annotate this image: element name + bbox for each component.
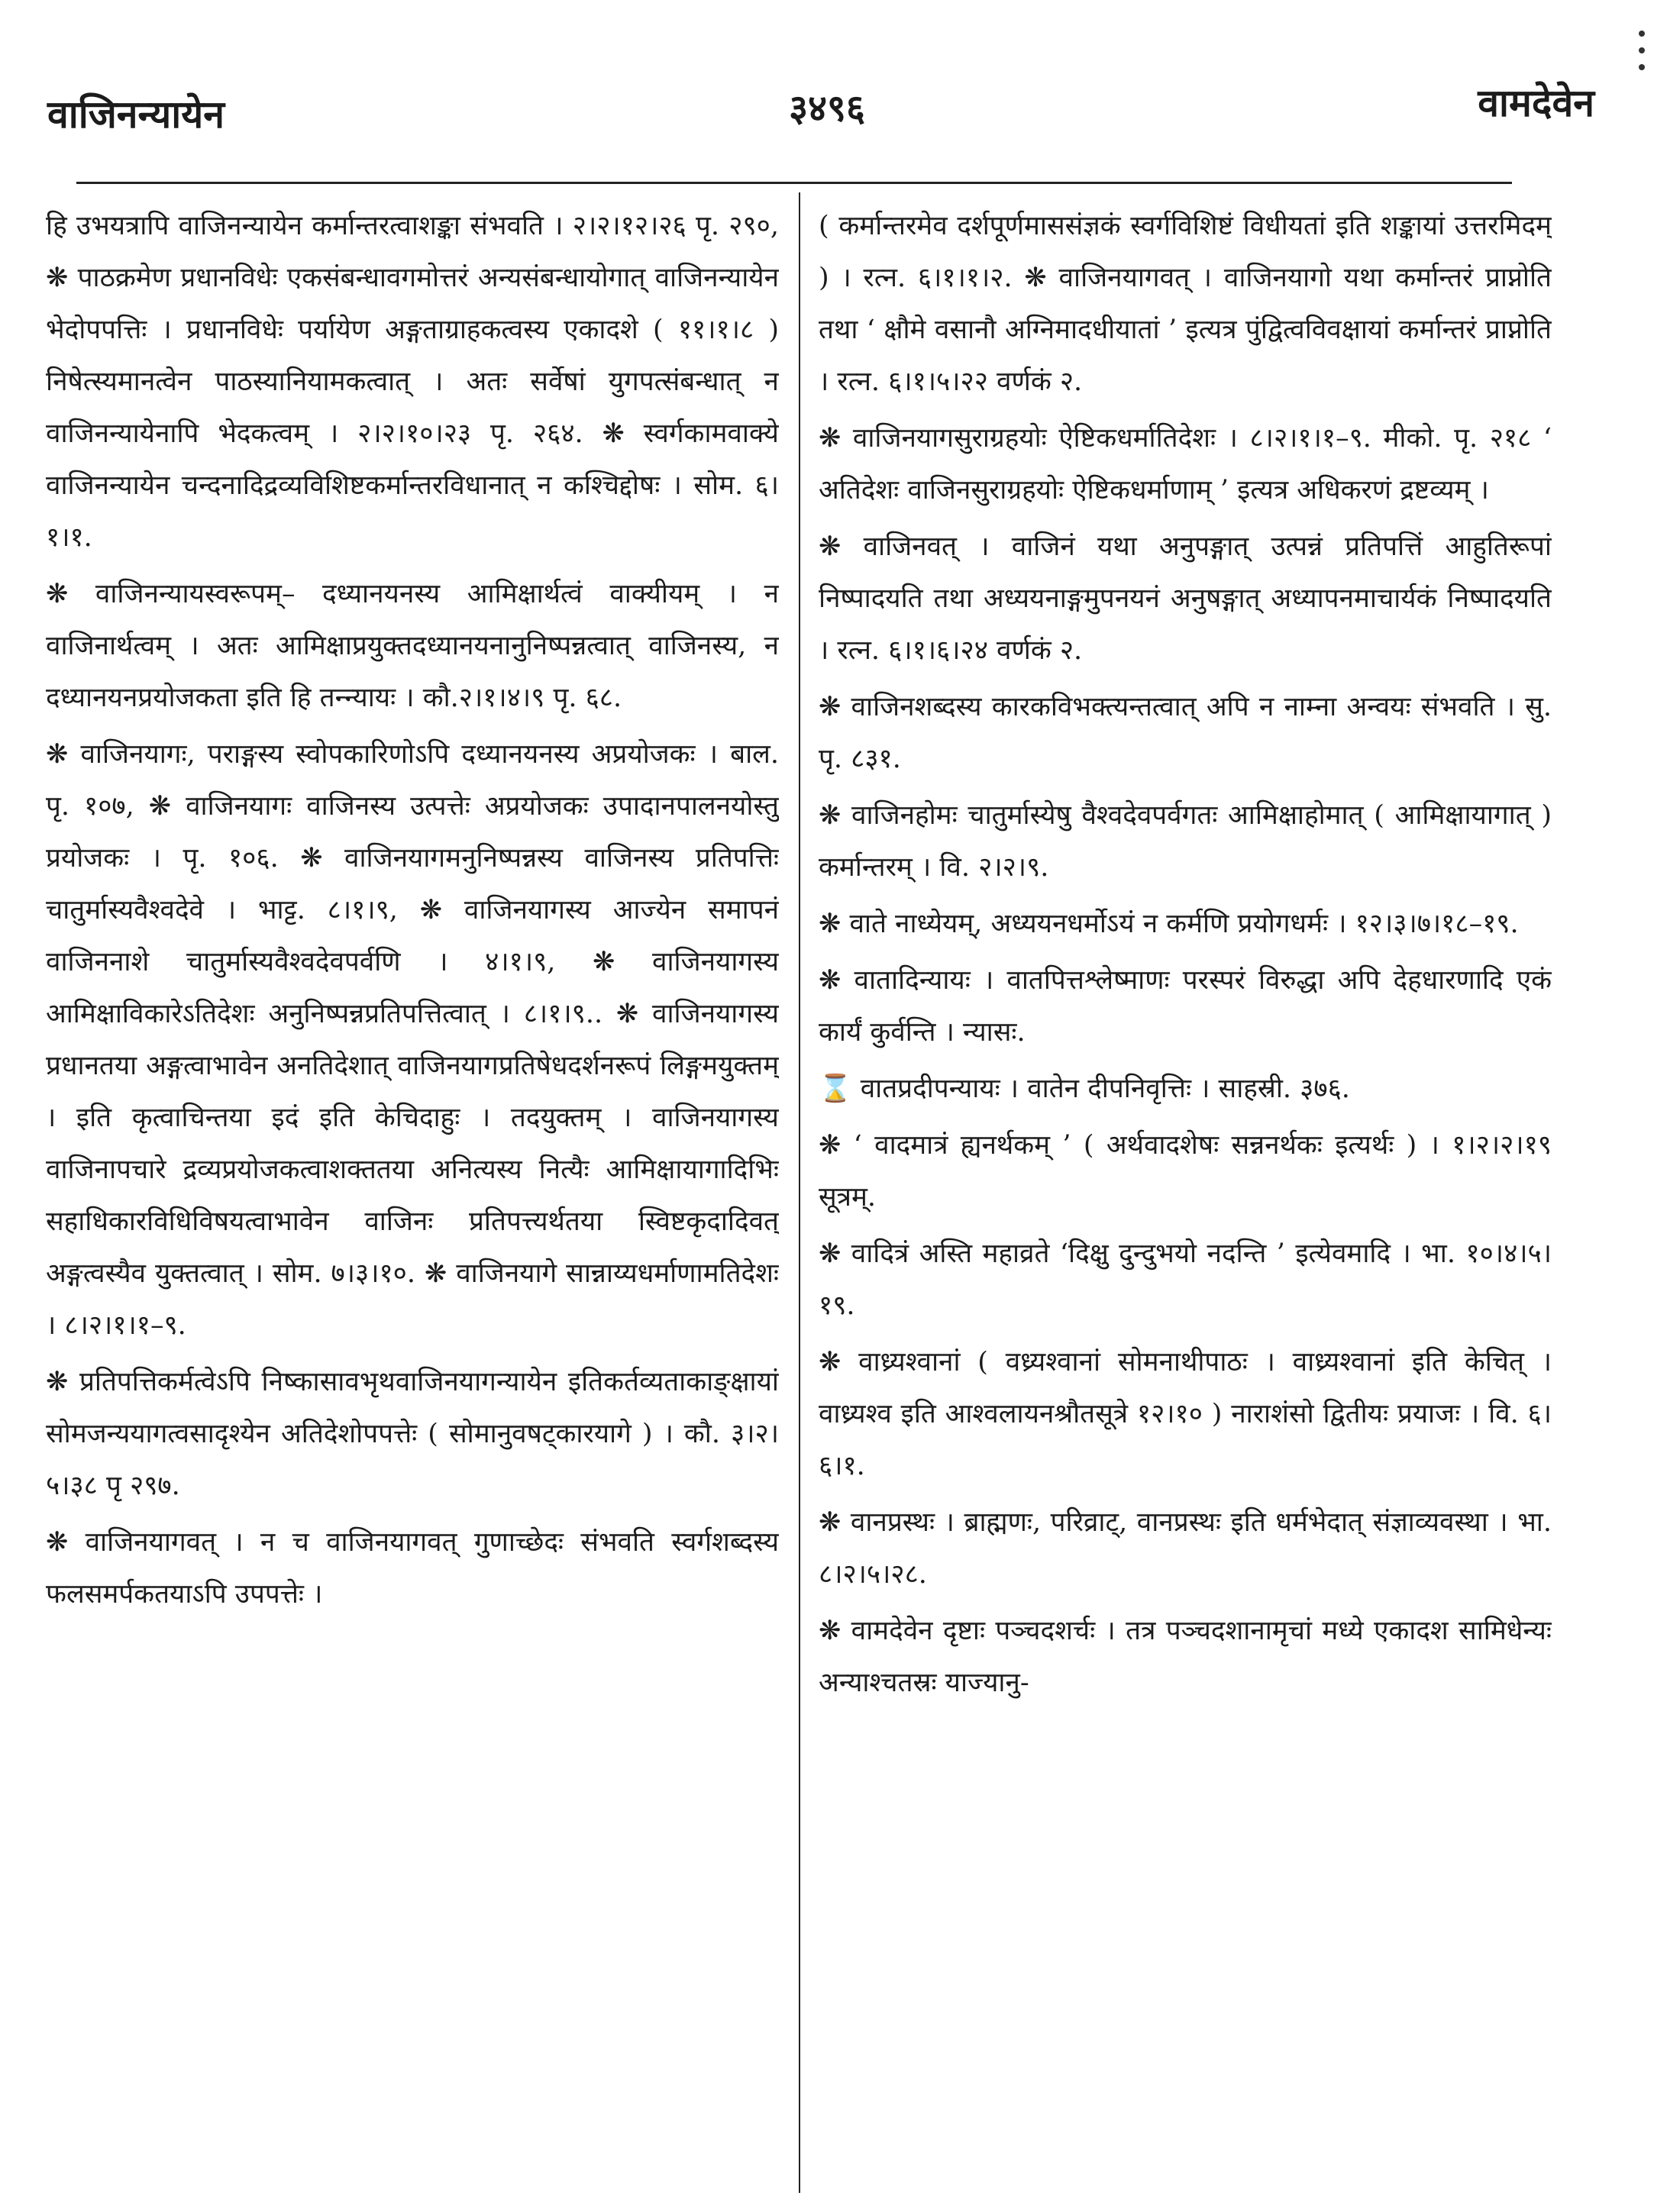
entry-text: ❋ वाते नाध्येयम्, अध्ययनधर्मोऽयं न कर्मणि प्रयोगधर्मः । १२।३।७।१८–१९. [819, 909, 1519, 939]
entry-text: ❋ वाजिनयागसुराग्रहयोः ऐष्टिकधर्मातिदेशः । ८।२।१।१–९. मीको. पृ. २१८ ‘ अतिदेशः वाजिनसुराग्रहयोः ऐष्टिकधर्माणाम् ’ इत्यत्र अधिकरणं द्रष्टव्यम् । [819, 423, 1552, 505]
entry-text: हि उभयत्रापि वाजिनन्यायेन कर्मान्तरत्वाशङ्का संभवति । २।२।१२।२६ पृ. २९०, ❋ पाठक्रमेण प्रधानविधेः एकसंबन्धावगमोत्तरं अन्यसंबन्धायोगात् वाजिनन्यायेन भेदोपपत्तिः । प्रधानविधेः पर्यायेण अङ्गताग्राहकत्वस्य एकादशे ( ११।१।८ ) निषेत्स्यमानत्वेन पाठस्यानियामकत्वात् । अतः सर्वेषां युगपत्संबन्धात् न वाजिनन्यायेनापि भेदकत्वम् । २।२।१०।२३ पृ. २६४. ❋ स्वर्गकामवाक्ये वाजिनन्यायेन चन्दनादिद्रव्यविशिष्टकर्मान्तरविधानात् न कश्चिद्दोषः । सोम. ६।१।१. [46, 211, 779, 553]
entry-text: ❋ वानप्रस्थः । ब्राह्मणः, परिव्राट्, वानप्रस्थः इति धर्मभेदात् संज्ञाव्यवस्था । भा. ८।२।५।२८. [819, 1507, 1552, 1590]
page-number: ३४९६ [789, 87, 865, 130]
entry-text: ❋ वाजिनवत् । वाजिनं यथा अनुपङ्गात् उत्पन्नं प्रतिपत्तिं आहुतिरूपां निष्पादयति तथा अध्ययनाङ्गमुपनयनं अनुषङ्गात् अध्यापनमाचार्यकं निष्पादयति । रत्न. ६।१।६।२४ वर्णकं २. [819, 531, 1552, 666]
entry-text: ❋ वाजिनन्यायस्वरूपम्– दध्यानयनस्य आमिक्षार्थत्वं वाक्यीयम् । न वाजिनार्थत्वम् । अतः आमिक्षाप्रयुक्तदध्यानयनानुनिष्पन्नत्वात् वाजिनस्य, न दध्यानयनप्रयोजकता इति हि तन्न्यायः । कौ.२।१।४।९ पृ. ६८. [46, 579, 779, 713]
scan-speck [1639, 64, 1645, 70]
left-column [46, 200, 779, 2189]
entry-text: ❋ ‘ वादमात्रं ह्यनर्थकम् ’ ( अर्थवादशेषः सन्ननर्थकः इत्यर्थः ) । १।२।२।१९ सूत्रम्. [819, 1130, 1552, 1213]
entry-text: ⌛ वातप्रदीपन्यायः । वातेन दीपनिवृत्तिः । साहस्री. ३७६. [819, 1074, 1350, 1104]
header-rule [76, 182, 1512, 184]
column-divider [799, 192, 800, 2193]
entry-text: ( कर्मान्तरमेव दर्शपूर्णमाससंज्ञकं स्वर्गविशिष्टं विधीयतां इति शङ्कायां उत्तरमिदम् ) । रत्न. ६।१।१।२. ❋ वाजिनयागवत् । वाजिनयागो यथा कर्मान्तरं प्राप्नोति तथा ‘ क्षौमे वसानौ अग्निमादधीयातां ’ इत्यत्र पुंद्वित्वविवक्षायां कर्मान्तरं प्राप्नोति । रत्न. ६।१।५।२२ वर्णकं २. [819, 211, 1552, 397]
entry-text: ❋ वाजिनहोमः चातुर्मास्येषु वैश्वदेवपर्वगतः आमिक्षाहोमात् ( आमिक्षायागात् ) कर्मान्तरम् । वि. २।२।९. [819, 800, 1552, 883]
entry-text: ❋ वातादिन्यायः । वातपित्तश्लेष्माणः परस्परं विरुद्धा अपि देहधारणादि एकं कार्यं कुर्वन्ति । न्यासः. [819, 965, 1552, 1048]
entry-text: ❋ वादित्रं अस्ति महाव्रते ‘दिक्षु दुन्दुभयो नदन्ति ’ इत्येवमादि । भा. १०।४।५।१९. [819, 1238, 1552, 1321]
entry-text: ❋ वाजिनयागः, पराङ्गस्य स्वोपकारिणोऽपि दध्यानयनस्य अप्रयोजकः । बाल. पृ. १०७, ❋ वाजिनयागः वाजिनस्य उत्पत्तेः अप्रयोजकः उपादानपालनयोस्तु प्रयोजकः । पृ. १०६. ❋ वाजिनयागमनुनिष्पन्नस्य वाजिनस्य प्रतिपत्तिः चातुर्मास्यवैश्वदेवे । भाट्ट. ८।१।९, ❋ वाजिनयागस्य आज्येन समापनं वाजिननाशे चातुर्मास्यवैश्वदेवपर्वणि । ४।१।९, ❋ वाजिनयागस्य आमिक्षाविकारेऽतिदेशः अनुनिष्पन्नप्रतिपत्तित्वात् । ८।१।९.. ❋ वाजिनयागस्य प्रधानतया अङ्गत्वाभावेन अनतिदेशात् वाजिनयागप्रतिषेधदर्शनरूपं लिङ्गमयुक्तम् । इति कृत्वाचिन्तया इदं इति केचिदाहुः । तदयुक्तम् । वाजिनयागस्य वाजिनापचारे द्रव्यप्रयोजकत्वाशक्ततया अनित्यस्य नित्यैः आमिक्षायागादिभिः सहाधिकारविधिविषयत्वाभावेन वाजिनः प्रतिपत्त्यर्थतया स्विष्टकृदादिवत् अङ्गत्वस्यैव युक्तत्वात् । सोम. ७।३।१०. ❋ वाजिनयागे सान्नाय्यधर्माणामतिदेशः । ८।२।१।१–९. [46, 739, 779, 1341]
scan-speck [1639, 31, 1645, 37]
right-column [819, 200, 1552, 2189]
entry-text: ❋ प्रतिपत्तिकर्मत्वेऽपि निष्कासावभृथवाजिनयागन्यायेन इतिकर्तव्यताकाङ्क्षायां सोमजन्ययागत्वसादृश्येन अतिदेशोपपत्तेः ( सोमानुवषट्कारयागे ) । कौ. ३।२।५।३८ पृ २९७. [46, 1367, 779, 1501]
scan-speck [1639, 47, 1645, 53]
entry-text: ❋ वाध्र्यश्वानां ( वध्र्यश्वानां सोमनाथीपाठः । वाध्र्यश्वानां इति केचित् । वाध्र्यश्व इति आश्वलायनश्रौतसूत्रे १२।१० ) नाराशंसो द्वितीयः प्रयाजः । वि. ६।६।१. [819, 1347, 1552, 1481]
right-guide-word: वामदेवेन [1478, 80, 1594, 125]
left-guide-word: वाजिनन्यायेन [47, 92, 225, 137]
entry-text: ❋ वाजिनयागवत् । न च वाजिनयागवत् गुणाच्छेदः संभवति स्वर्गशब्दस्य फलसमर्पकतयाऽपि उपपत्तेः । [46, 1527, 779, 1610]
entry-text: ❋ वाजिनशब्दस्य कारकविभक्त्यन्तत्वात् अपि न नाम्ना अन्वयः संभवति । सु. पृ. ८३१. [819, 692, 1552, 774]
entry-text: ❋ वामदेवेन दृष्टाः पञ्चदशर्चः । तत्र पञ्चदशानामृचां मध्ये एकादश सामिधेन्यः अन्याश्चतस्रः याज्यानु- [819, 1616, 1552, 1698]
